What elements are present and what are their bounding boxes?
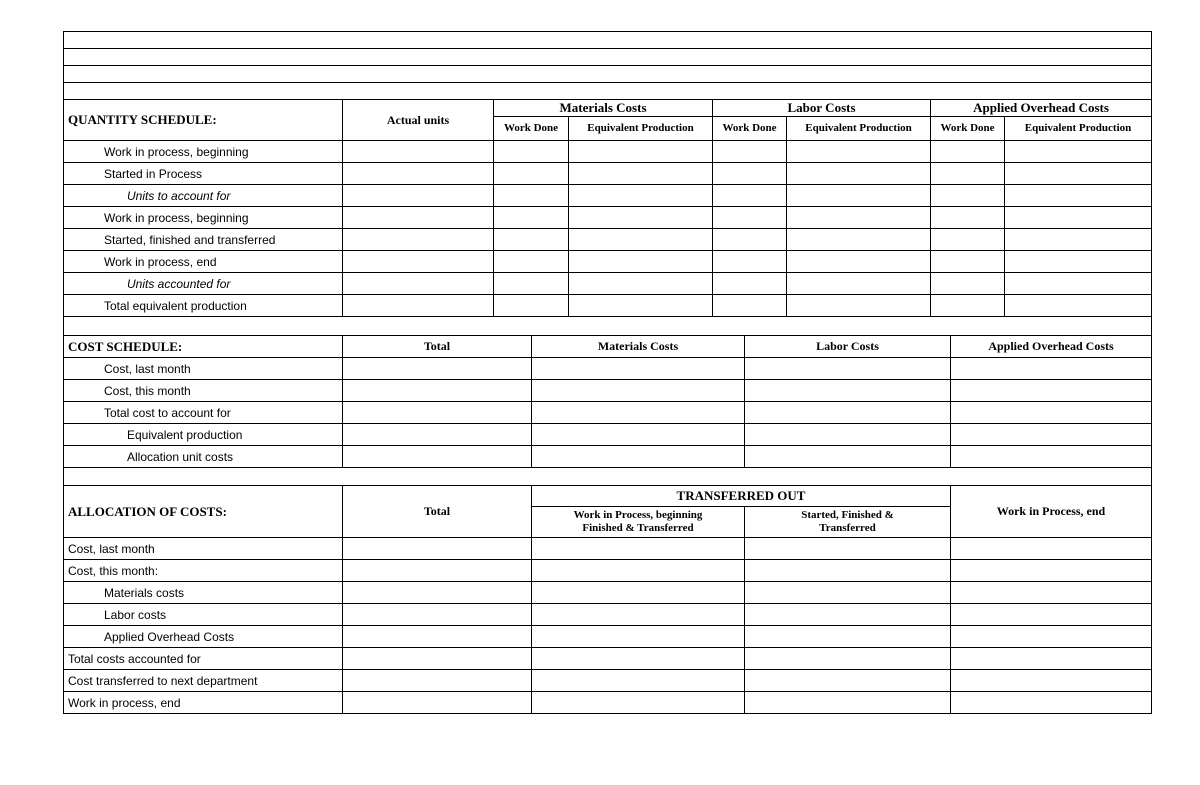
input-cell[interactable] (787, 251, 931, 273)
equivalent-production-header: Equivalent Production (787, 117, 931, 141)
cost-of-production-report (63, 31, 1151, 714)
input-cell[interactable] (494, 273, 569, 295)
input-cell[interactable] (343, 251, 494, 273)
input-cell[interactable] (951, 538, 1152, 560)
row-label: Cost, this month: (64, 560, 343, 582)
input-cell[interactable] (569, 185, 713, 207)
row-label: Work in process, beginning (64, 207, 343, 229)
equivalent-production-header: Equivalent Production (569, 117, 713, 141)
row-label: Units to account for (64, 185, 343, 207)
input-cell[interactable] (343, 692, 532, 714)
input-cell[interactable] (931, 141, 1005, 163)
input-cell[interactable] (951, 424, 1152, 446)
input-cell[interactable] (745, 648, 951, 670)
input-cell[interactable] (532, 424, 745, 446)
table-row (64, 446, 1152, 468)
input-cell[interactable] (532, 358, 745, 380)
row-label: Started, finished and transferred (64, 229, 343, 251)
row-label: Equivalent production (64, 424, 343, 446)
cost-labor-header: Labor Costs (745, 336, 951, 358)
table-row (64, 424, 1152, 446)
input-cell[interactable] (532, 692, 745, 714)
input-cell[interactable] (787, 141, 931, 163)
input-cell[interactable] (343, 582, 532, 604)
row-label: Units accounted for (64, 273, 343, 295)
actual-units-header: Actual units (343, 100, 494, 141)
input-cell[interactable] (569, 295, 713, 317)
input-cell[interactable] (494, 185, 569, 207)
input-cell[interactable] (343, 402, 532, 424)
input-cell[interactable] (343, 295, 494, 317)
input-cell[interactable] (494, 229, 569, 251)
table-row (64, 358, 1152, 380)
input-cell[interactable] (951, 692, 1152, 714)
input-cell[interactable] (532, 560, 745, 582)
input-cell[interactable] (569, 251, 713, 273)
table-row (64, 163, 1152, 185)
materials-costs-group-header: Materials Costs (494, 100, 713, 117)
input-cell[interactable] (713, 229, 787, 251)
input-cell[interactable] (951, 402, 1152, 424)
table-row (64, 141, 1152, 163)
blank-row (64, 468, 1152, 486)
table-row (64, 626, 1152, 648)
input-cell[interactable] (343, 560, 532, 582)
input-cell[interactable] (1005, 185, 1152, 207)
input-cell[interactable] (713, 207, 787, 229)
input-cell[interactable] (951, 648, 1152, 670)
input-cell[interactable] (494, 295, 569, 317)
input-cell[interactable] (343, 141, 494, 163)
input-cell[interactable] (1005, 207, 1152, 229)
blank-row[interactable] (64, 66, 1152, 83)
input-cell[interactable] (343, 358, 532, 380)
row-label: Applied Overhead Costs (64, 626, 343, 648)
input-cell[interactable] (569, 273, 713, 295)
input-cell[interactable] (951, 380, 1152, 402)
input-cell[interactable] (343, 648, 532, 670)
table-row (64, 692, 1152, 714)
input-cell[interactable] (951, 604, 1152, 626)
table-row (64, 560, 1152, 582)
table-row (64, 229, 1152, 251)
allocation-table (63, 485, 1152, 714)
input-cell[interactable] (951, 626, 1152, 648)
input-cell[interactable] (343, 380, 532, 402)
table-row (64, 273, 1152, 295)
input-cell[interactable] (569, 229, 713, 251)
quantity-schedule-table (63, 99, 1152, 336)
work-done-header: Work Done (494, 117, 569, 141)
row-label: Labor costs (64, 604, 343, 626)
input-cell[interactable] (343, 273, 494, 295)
input-cell[interactable] (931, 185, 1005, 207)
input-cell[interactable] (1005, 141, 1152, 163)
input-cell[interactable] (494, 163, 569, 185)
input-cell[interactable] (343, 163, 494, 185)
allocation-total-header: Total (343, 486, 532, 538)
table-row (64, 295, 1152, 317)
input-cell[interactable] (494, 207, 569, 229)
input-cell[interactable] (745, 446, 951, 468)
table-row (64, 538, 1152, 560)
input-cell[interactable] (532, 626, 745, 648)
table-row (64, 380, 1152, 402)
input-cell[interactable] (951, 358, 1152, 380)
input-cell[interactable] (343, 538, 532, 560)
input-cell[interactable] (745, 538, 951, 560)
equivalent-production-header: Equivalent Production (1005, 117, 1152, 141)
input-cell[interactable] (951, 560, 1152, 582)
input-cell[interactable] (713, 251, 787, 273)
input-cell[interactable] (713, 163, 787, 185)
input-cell[interactable] (951, 446, 1152, 468)
input-cell[interactable] (1005, 251, 1152, 273)
table-row (64, 604, 1152, 626)
cost-schedule-title: COST SCHEDULE: (64, 336, 343, 358)
row-label: Cost transferred to next department (64, 670, 343, 692)
cost-overhead-header: Applied Overhead Costs (951, 336, 1152, 358)
row-label: Work in process, end (64, 251, 343, 273)
input-cell[interactable] (787, 163, 931, 185)
allocation-title: ALLOCATION OF COSTS: (64, 486, 343, 538)
input-cell[interactable] (745, 402, 951, 424)
input-cell[interactable] (1005, 273, 1152, 295)
table-row (64, 670, 1152, 692)
input-cell[interactable] (1005, 229, 1152, 251)
labor-costs-group-header: Labor Costs (713, 100, 931, 117)
table-row (64, 648, 1152, 670)
input-cell[interactable] (569, 141, 713, 163)
row-label: Materials costs (64, 582, 343, 604)
input-cell[interactable] (532, 670, 745, 692)
input-cell[interactable] (745, 626, 951, 648)
input-cell[interactable] (931, 229, 1005, 251)
blank-row (64, 317, 1152, 336)
input-cell[interactable] (931, 273, 1005, 295)
row-label: Cost, this month (64, 380, 343, 402)
wip-end-header: Work in Process, end (951, 486, 1152, 538)
input-cell[interactable] (951, 670, 1152, 692)
cost-materials-header: Materials Costs (532, 336, 745, 358)
quantity-rows (64, 141, 1152, 317)
overhead-costs-group-header: Applied Overhead Costs (931, 100, 1152, 117)
input-cell[interactable] (532, 380, 745, 402)
input-cell[interactable] (745, 380, 951, 402)
input-cell[interactable] (1005, 295, 1152, 317)
input-cell[interactable] (343, 626, 532, 648)
work-done-header: Work Done (713, 117, 787, 141)
row-label: Work in process, end (64, 692, 343, 714)
started-finished-header: Started, Finished & Transferred (745, 507, 951, 538)
table-row (64, 251, 1152, 273)
input-cell[interactable] (532, 402, 745, 424)
input-cell[interactable] (569, 207, 713, 229)
blank-row[interactable] (64, 32, 1152, 49)
table-row (64, 185, 1152, 207)
input-cell[interactable] (951, 582, 1152, 604)
transferred-out-header: TRANSFERRED OUT (532, 486, 951, 507)
row-label: Cost, last month (64, 358, 343, 380)
allocation-rows (64, 538, 1152, 714)
input-cell[interactable] (532, 538, 745, 560)
row-label: Cost, last month (64, 538, 343, 560)
input-cell[interactable] (713, 273, 787, 295)
row-label: Work in process, beginning (64, 141, 343, 163)
wip-beginning-header: Work in Process, beginning Finished & Transferred (532, 507, 745, 538)
input-cell[interactable] (787, 229, 931, 251)
header-blank-rows (63, 31, 1152, 100)
input-cell[interactable] (787, 207, 931, 229)
input-cell[interactable] (931, 163, 1005, 185)
input-cell[interactable] (532, 582, 745, 604)
row-label: Started in Process (64, 163, 343, 185)
row-label: Total costs accounted for (64, 648, 343, 670)
input-cell[interactable] (931, 295, 1005, 317)
row-label: Total equivalent production (64, 295, 343, 317)
table-row (64, 402, 1152, 424)
input-cell[interactable] (787, 273, 931, 295)
input-cell[interactable] (745, 358, 951, 380)
table-row (64, 207, 1152, 229)
input-cell[interactable] (494, 141, 569, 163)
row-label: Total cost to account for (64, 402, 343, 424)
blank-row[interactable] (64, 83, 1152, 100)
input-cell[interactable] (713, 185, 787, 207)
row-label: Allocation unit costs (64, 446, 343, 468)
input-cell[interactable] (343, 185, 494, 207)
input-cell[interactable] (532, 648, 745, 670)
input-cell[interactable] (343, 670, 532, 692)
input-cell[interactable] (931, 251, 1005, 273)
input-cell[interactable] (343, 229, 494, 251)
quantity-schedule-title: QUANTITY SCHEDULE: (64, 100, 343, 141)
input-cell[interactable] (787, 185, 931, 207)
cost-total-header: Total (343, 336, 532, 358)
work-done-header: Work Done (931, 117, 1005, 141)
cost-schedule-table (63, 335, 1152, 486)
input-cell[interactable] (931, 207, 1005, 229)
input-cell[interactable] (569, 163, 713, 185)
input-cell[interactable] (343, 446, 532, 468)
input-cell[interactable] (1005, 163, 1152, 185)
input-cell[interactable] (343, 604, 532, 626)
input-cell[interactable] (745, 670, 951, 692)
input-cell[interactable] (532, 446, 745, 468)
input-cell[interactable] (745, 582, 951, 604)
input-cell[interactable] (745, 424, 951, 446)
input-cell[interactable] (494, 251, 569, 273)
input-cell[interactable] (532, 604, 745, 626)
input-cell[interactable] (713, 295, 787, 317)
input-cell[interactable] (745, 604, 951, 626)
input-cell[interactable] (343, 207, 494, 229)
input-cell[interactable] (745, 692, 951, 714)
table-row (64, 582, 1152, 604)
input-cell[interactable] (713, 141, 787, 163)
blank-row[interactable] (64, 49, 1152, 66)
cost-rows (64, 358, 1152, 468)
input-cell[interactable] (745, 560, 951, 582)
input-cell[interactable] (787, 295, 931, 317)
input-cell[interactable] (343, 424, 532, 446)
